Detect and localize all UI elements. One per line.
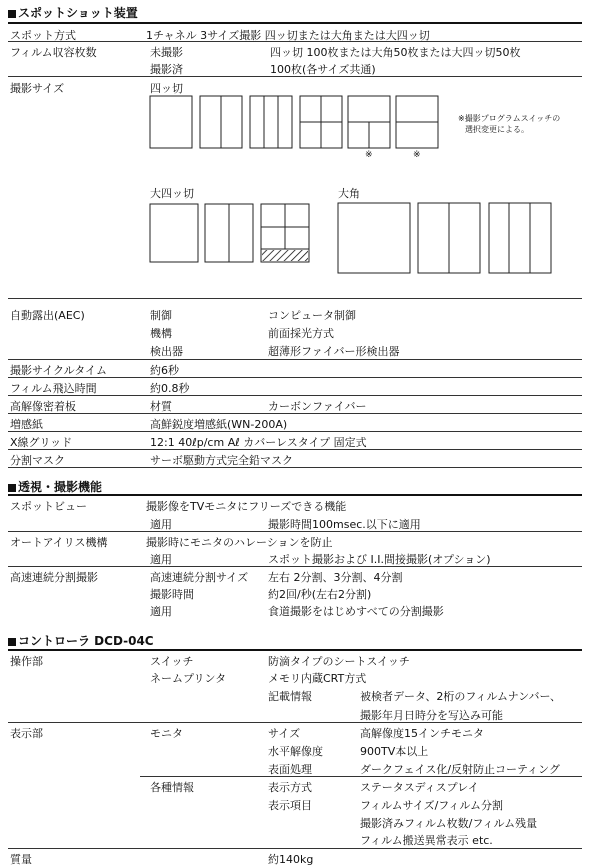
row-sublabel: 適用 (150, 553, 172, 566)
divider (8, 431, 582, 432)
row-value: 100枚(各サイズ共通) (270, 63, 376, 76)
row-value: サーボ駆動方式完全鉛マスク (150, 454, 293, 467)
row-value: メモリ内蔵CRT方式 (268, 672, 367, 685)
section-title-text: コントローラ DCD-04C (18, 634, 154, 648)
row-sublabel: 材質 (150, 400, 172, 413)
row-value: 約2回/秒(左右2分割) (268, 588, 372, 601)
row-label: 撮影サイズ (10, 82, 65, 95)
divider (8, 377, 582, 378)
section-marker-icon (8, 638, 16, 646)
size-label-daiyotsugiri: 大四ッ切 (150, 187, 194, 200)
row-value: コンピュータ制御 (268, 309, 356, 322)
divider (8, 449, 582, 450)
row-value: ステータスディスプレイ (360, 781, 479, 794)
row-value: 高解像度15インチモニタ (360, 727, 484, 740)
divider (8, 848, 582, 849)
row-value: 高鮮鋭度増感紙(WN-200A) (150, 418, 288, 431)
row-value: 四ッ切 100枚または大角50枚または大四ッ切50枚 (270, 46, 521, 59)
asterisk-mark: ※ (365, 150, 373, 160)
lead-mask-hatch (262, 250, 308, 261)
split-full (150, 96, 192, 148)
row-label: 増感紙 (10, 418, 43, 431)
section-marker-icon (8, 484, 16, 492)
row-sublabel: 表示方式 (268, 781, 312, 794)
divider (8, 298, 582, 299)
row-value: 撮影年月日時分を写込み可能 (360, 709, 503, 722)
row-sublabel: 水平解像度 (268, 745, 323, 758)
row-sublabel: 記載情報 (268, 690, 312, 703)
row-sublabel: サイズ (268, 727, 301, 740)
row-value: スポット撮影および I.I.間接撮影(オプション) (268, 553, 491, 566)
row-label: フィルム飛込時間 (10, 382, 97, 395)
size-label-yotsugiri: 四ッ切 (150, 82, 183, 95)
row-label: 自動露出(AEC) (10, 309, 85, 322)
row-label: 撮影サイクルタイム (10, 364, 108, 377)
divider (140, 776, 582, 777)
row-label: スポットビュー (10, 500, 87, 513)
divider (8, 649, 582, 651)
row-label: 高速連続分割撮影 (10, 571, 98, 584)
row-label: 高解像密着板 (10, 400, 76, 413)
section-title-text: 透視・撮影機能 (18, 480, 103, 494)
row-value: 被検者データ、2桁のフィルムナンバー、 (360, 690, 562, 703)
row-label: X線グリッド (10, 436, 73, 449)
row-value: カーボンファイバー (268, 400, 367, 413)
split-thirds (489, 203, 551, 273)
row-value: ダークフェイス化/反射防止コーティング (360, 763, 560, 776)
section-title-fluoro (8, 478, 102, 495)
row-value: フィルムサイズ/フィルム分割 (360, 799, 503, 812)
row-sublabel: 適用 (150, 605, 172, 618)
size-note-2: 選択変更による。 (465, 125, 529, 134)
size-label-daikaku: 大角 (338, 187, 360, 200)
row-label: フィルム収容枚数 (10, 46, 97, 59)
row-label: 質量 (10, 853, 32, 866)
divider (8, 722, 582, 723)
row-label: 表示部 (10, 727, 43, 740)
divider (8, 494, 582, 496)
asterisk-mark: ※ (413, 150, 421, 160)
divider (8, 359, 582, 360)
row-sublabel: 撮影済 (150, 63, 183, 76)
row-value: 約6秒 (150, 364, 179, 377)
row-sublabel: 表面処理 (268, 763, 312, 776)
row-value: 撮影時にモニタのハレーションを防止 (146, 536, 333, 549)
row-value: 超薄形ファイバー形検出器 (268, 345, 400, 358)
split-thirds (250, 96, 292, 148)
row-value: 1チャネル 3サイズ撮影 四ッ切または大角または大四ッ切 (146, 29, 430, 42)
row-sublabel: 制御 (150, 309, 172, 322)
row-value: 左右 2分割、3分割、4分割 (268, 571, 403, 584)
row-sublabel: 撮影時間 (150, 588, 194, 601)
row-label: オートアイリス機構 (10, 536, 108, 549)
row-value: 約0.8秒 (150, 382, 190, 395)
row-sublabel: 未撮影 (150, 46, 183, 59)
split-full (150, 204, 198, 262)
row-sublabel: ネームプリンタ (150, 672, 227, 685)
row-value: 食道撮影をはじめすべての分割撮影 (268, 605, 444, 618)
size-note-1: ※撮影プログラムスイッチの (458, 114, 561, 123)
row-value: 防滴タイプのシートスイッチ (268, 655, 410, 668)
row-label: スポット方式 (10, 29, 76, 42)
row-value: 約140kg (268, 853, 314, 866)
row-value: 900TV本以上 (360, 745, 429, 758)
section-title-text: スポットショット装置 (18, 6, 138, 20)
divider (8, 566, 582, 567)
row-value: 撮影時間100msec.以下に適用 (268, 518, 421, 531)
row-label: 操作部 (10, 655, 43, 668)
row-sublabel: 表示項目 (268, 799, 312, 812)
row-value: 撮影像をTVモニタにフリーズできる機能 (146, 500, 347, 513)
row-sublabel: モニタ (150, 727, 183, 740)
divider (8, 413, 582, 414)
row-sublabel: 適用 (150, 518, 172, 531)
row-sublabel: 検出器 (150, 345, 183, 358)
row-value: 撮影済みフィルム枚数/フィルム残量 (360, 817, 538, 830)
row-sublabel: 各種情報 (150, 781, 194, 794)
row-value: フィルム搬送異常表示 etc. (360, 834, 493, 847)
row-sublabel: 高速連続分割サイズ (150, 571, 249, 584)
section-title-controller (8, 632, 154, 649)
row-label: 分割マスク (10, 454, 65, 467)
divider (8, 395, 582, 396)
film-split-diagram (0, 0, 590, 300)
row-sublabel: 機構 (150, 327, 172, 340)
row-sublabel: スイッチ (150, 655, 194, 668)
split-full (338, 203, 410, 273)
row-value: 12:1 40ℓp/cm Aℓ カバーレスタイプ 固定式 (150, 436, 367, 449)
divider (8, 531, 582, 532)
divider (8, 467, 582, 468)
row-value: 前面採光方式 (268, 327, 334, 340)
